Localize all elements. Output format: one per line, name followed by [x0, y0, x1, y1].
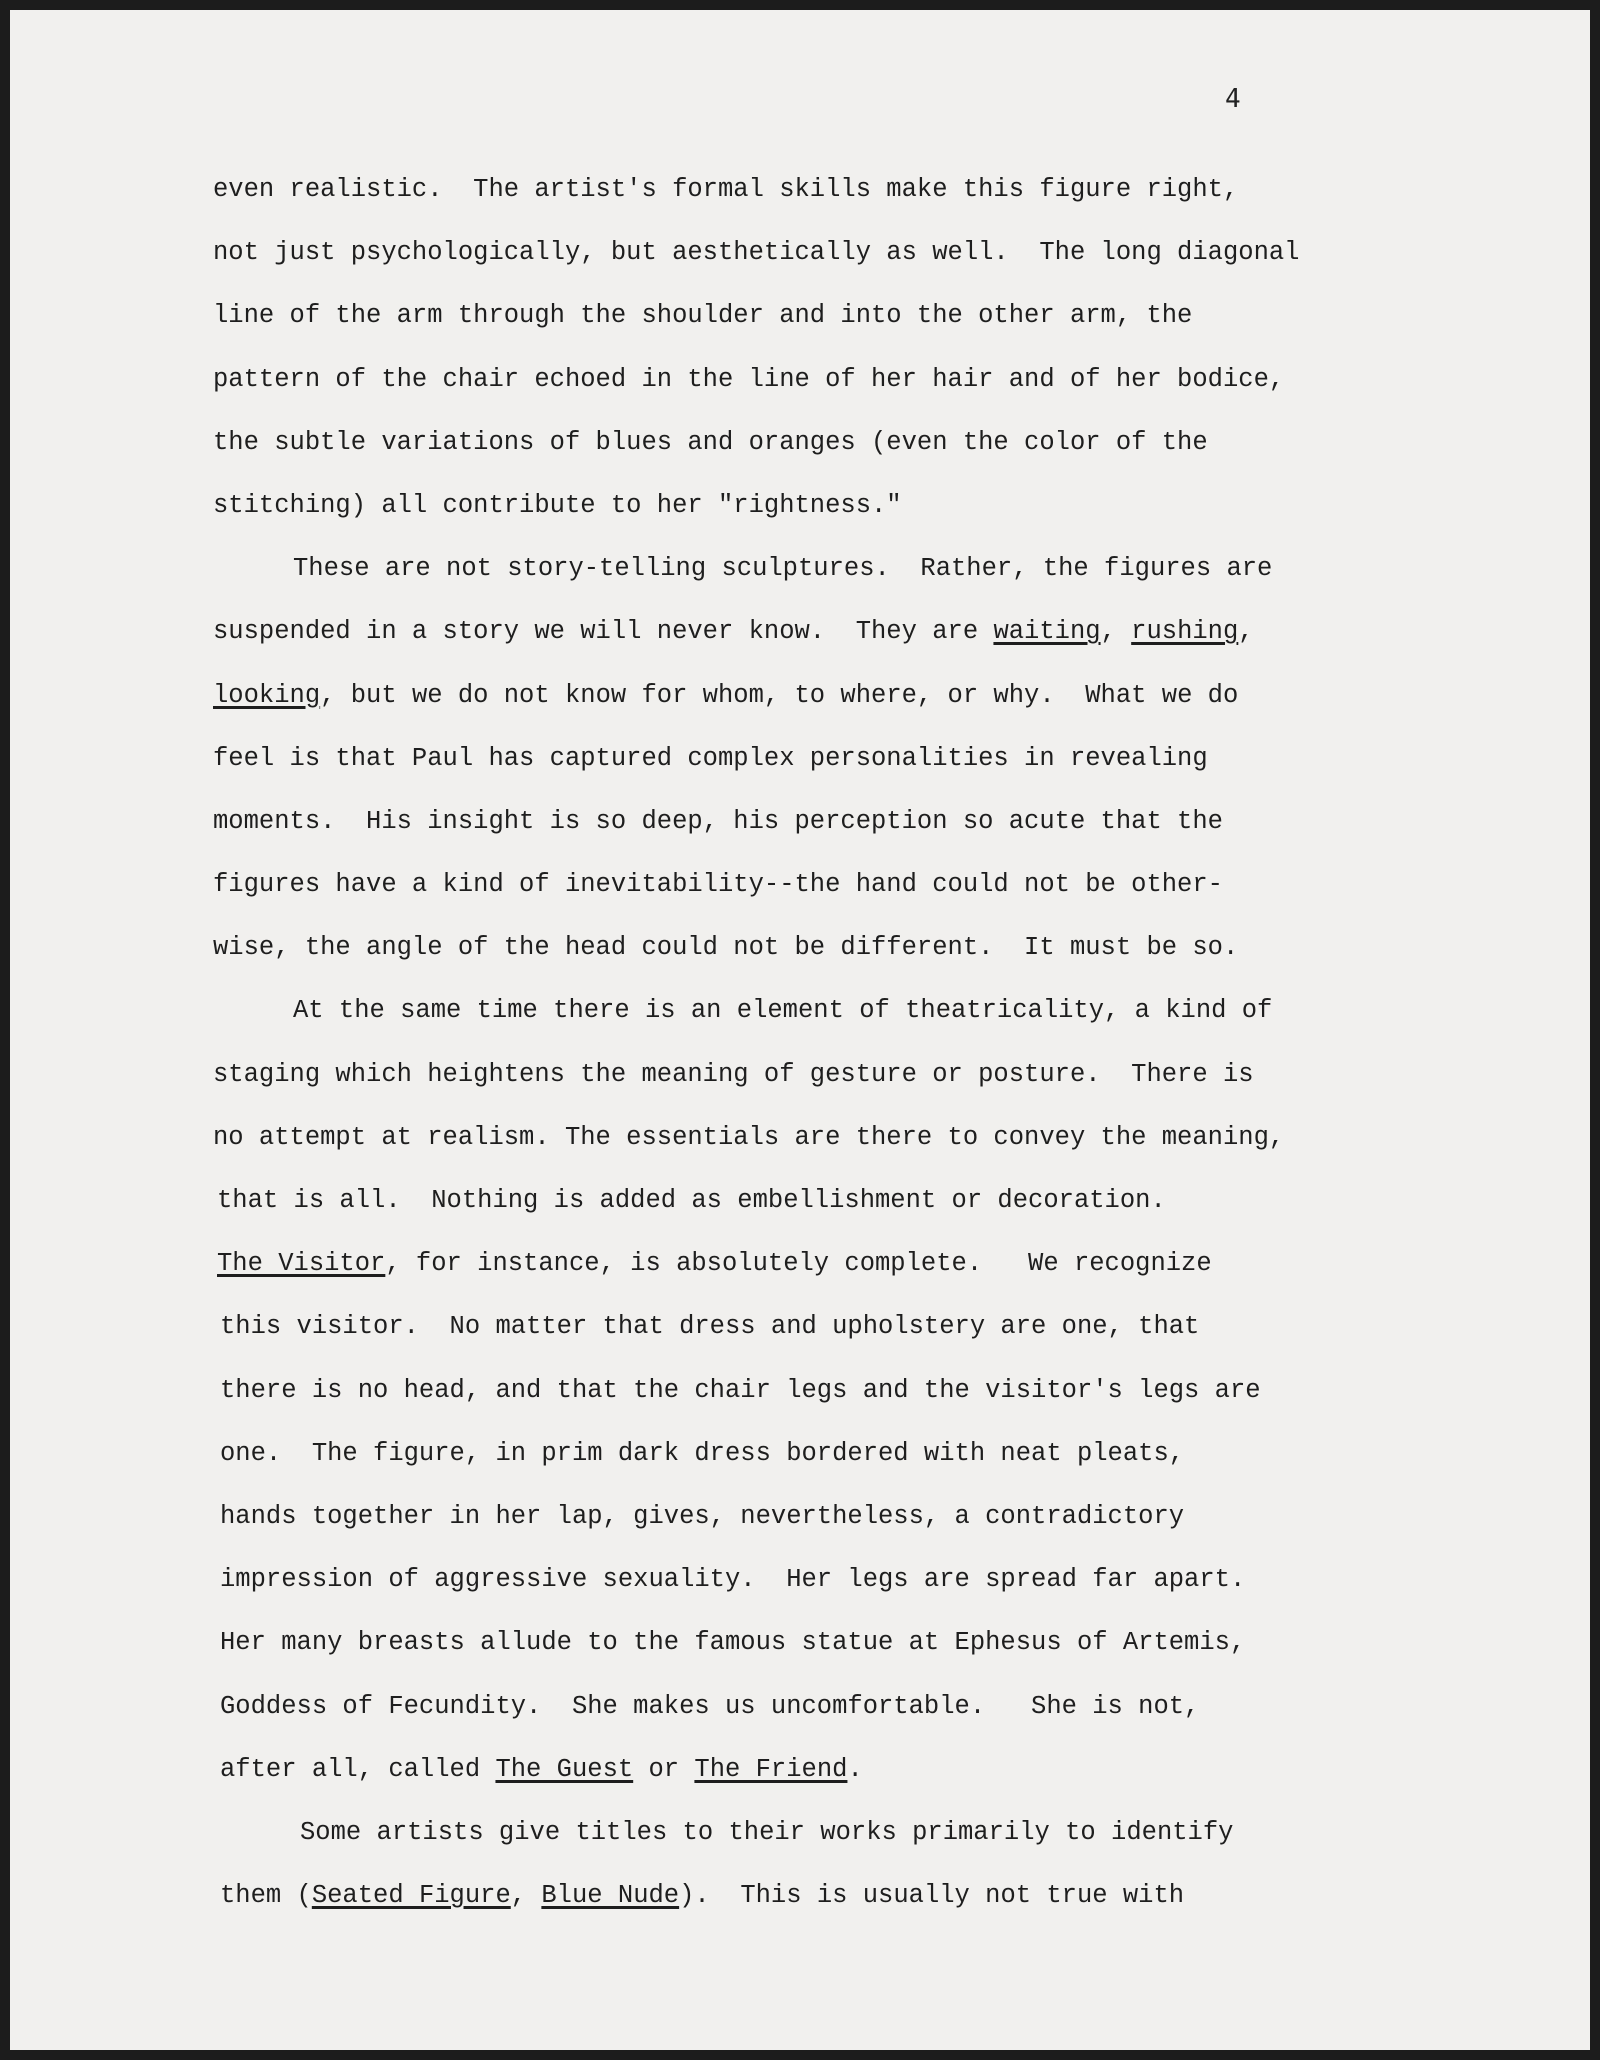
text-segment: ). This is usually not true with — [679, 1881, 1185, 1911]
text-line — [213, 1232, 1413, 1295]
text-line: staging which heightens the meaning of gesture or posture. There is — [213, 1059, 1254, 1089]
text-segment: . — [847, 1754, 863, 1784]
text-line: figures have a kind of inevitability--the hand could not be other- — [213, 870, 1223, 900]
text-line — [213, 1738, 1413, 1801]
text-segment: , — [1238, 617, 1254, 647]
text-line: These are not story-telling sculptures. Rather, the figures are — [293, 554, 1273, 584]
underlined-title: The Guest — [495, 1754, 634, 1784]
text-segment: , — [510, 1881, 542, 1911]
text-line: Some artists give titles to their works primarily to identify — [300, 1817, 1234, 1847]
text-segment: , but we do not know for whom, to where, or why. What we do — [320, 680, 1239, 710]
text-segment: , for instance, is absolutely complete. We recognize — [385, 1249, 1212, 1279]
text-line: Goddess of Fecundity. She makes us uncomfortable. She is not, — [220, 1691, 1200, 1721]
underlined-title: Seated Figure — [311, 1881, 511, 1911]
text-line: even realistic. The artist's formal skills make this figure right, — [213, 175, 1239, 204]
text-line: this visitor. No matter that dress and upholstery are one, that — [220, 1312, 1200, 1342]
text-line: the subtle variations of blues and oranges (even the color of the — [213, 427, 1208, 457]
text-line: not just psychologically, but aesthetically as well. The long diagonal — [213, 238, 1300, 268]
page-number: 4 — [1225, 84, 1241, 114]
text-segment: them ( — [220, 1881, 312, 1911]
text-line — [213, 664, 1413, 727]
text-line: At the same time there is an element of theatricality, a kind of — [293, 996, 1273, 1026]
text-line: Her many breasts allude to the famous statue at Ephesus of Artemis, — [220, 1628, 1246, 1658]
text-segment: , — [1100, 617, 1132, 647]
document-page — [10, 10, 1590, 2050]
text-line — [213, 1864, 1413, 1927]
text-line: wise, the angle of the head could not be different. It must be so. — [213, 933, 1239, 963]
underlined-word: looking — [213, 680, 321, 710]
underlined-title: The Friend — [694, 1754, 848, 1784]
text-segment: after all, called — [220, 1754, 496, 1784]
underlined-word: rushing — [1131, 617, 1239, 647]
text-line: feel is that Paul has captured complex personalities in revealing — [213, 743, 1208, 773]
text-segment: or — [633, 1754, 695, 1784]
text-line: line of the arm through the shoulder and into the other arm, the — [213, 301, 1193, 331]
text-segment: suspended in a story we will never know. They are — [213, 617, 994, 647]
text-line: one. The figure, in prim dark dress bordered with neat pleats, — [220, 1438, 1185, 1468]
text-line: that is all. Nothing is added as embellishment or decoration. — [217, 1186, 1166, 1215]
text-line: pattern of the chair echoed in the line of her hair and of her bodice, — [213, 364, 1285, 394]
text-line: hands together in her lap, gives, nevertheless, a contradictory — [220, 1501, 1185, 1531]
underlined-title: The Visitor — [217, 1249, 386, 1279]
text-line — [213, 600, 1413, 663]
text-line: moments. His insight is so deep, his perception so acute that the — [213, 806, 1223, 836]
underlined-title: Blue Nude — [541, 1881, 680, 1911]
underlined-word: waiting — [993, 617, 1101, 647]
text-line: impression of aggressive sexuality. Her legs are spread far apart. — [220, 1565, 1246, 1595]
text-line: stitching) all contribute to her "rightness." — [213, 490, 902, 520]
text-line: no attempt at realism. The essentials are there to convey the meaning, — [213, 1122, 1285, 1152]
body-text — [213, 158, 1413, 1927]
text-line: there is no head, and that the chair legs and the visitor's legs are — [220, 1375, 1261, 1405]
